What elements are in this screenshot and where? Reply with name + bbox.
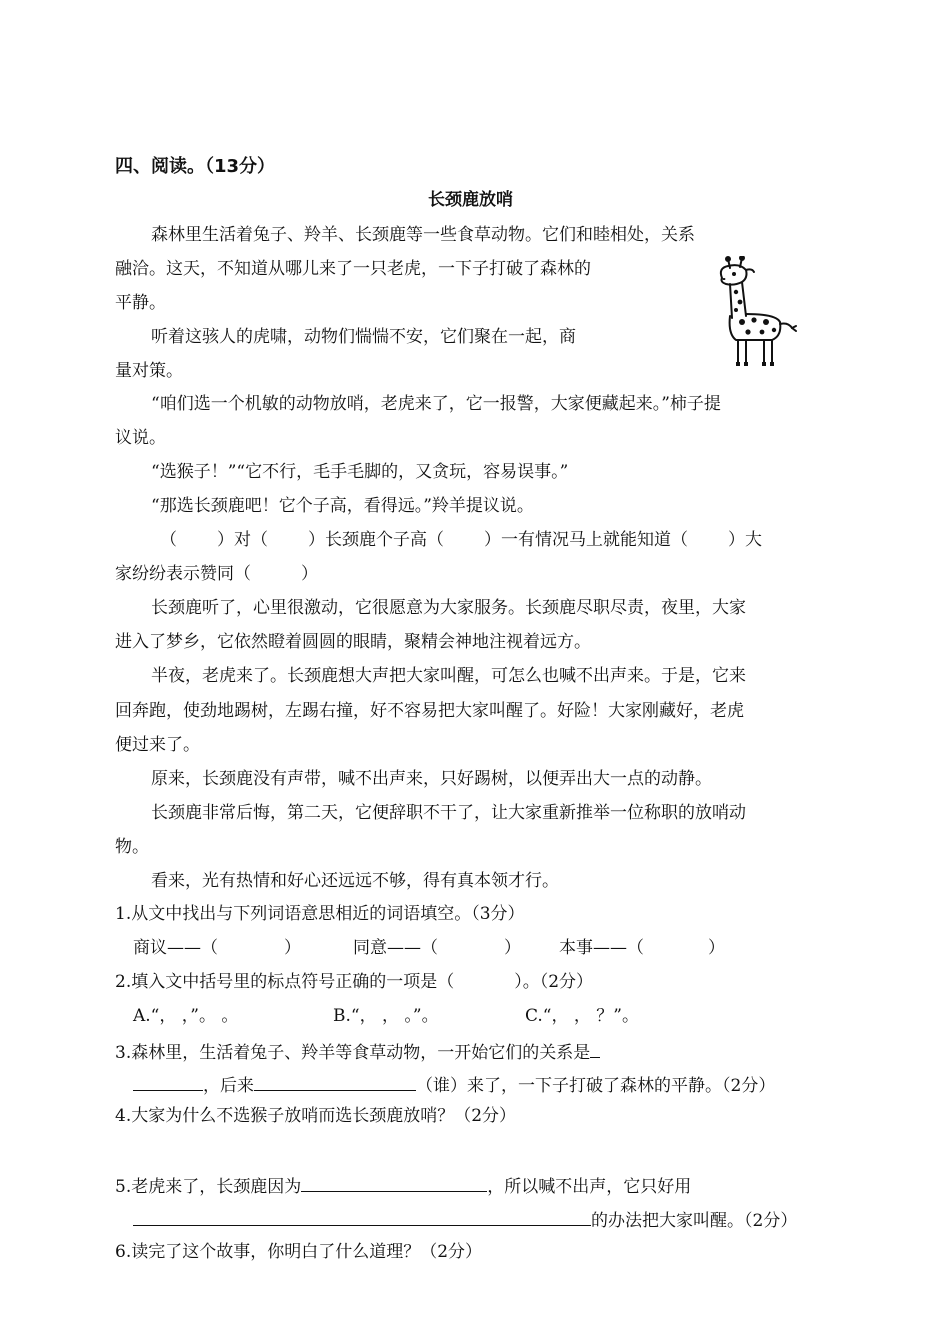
- q1-label-a: 商议——（: [133, 938, 218, 958]
- giraffe-illustration: [700, 256, 800, 372]
- q5-answer-blank-2[interactable]: [133, 1207, 591, 1226]
- q2-text-end: ）。（2分）: [514, 972, 594, 992]
- paren-segment-3: ）长颈鹿个子高（: [308, 530, 444, 550]
- q1-close-c: ）: [708, 938, 725, 958]
- paren-segment-7: ）: [301, 564, 318, 584]
- story-paragraph-6-line-1: [160, 529, 762, 551]
- q1-close-a: ）: [284, 938, 301, 958]
- section-score: （13分）: [205, 156, 276, 177]
- story-paragraph-6-line-2: [115, 563, 318, 585]
- q3-text: 3.森林里，生活着兔子、羚羊等食草动物，一开始它们的关系是: [115, 1043, 591, 1063]
- question-6: 6.读完了这个故事，你明白了什么道理？（2分）: [115, 1242, 483, 1262]
- question-3-line-1: [115, 1039, 600, 1064]
- paren-segment-1: （: [160, 530, 177, 550]
- story-paragraph-9: 原来，长颈鹿没有声带，喊不出声来，只好踢树，以便弄出大一点的动静。: [151, 769, 712, 789]
- q5-text-c: 的办法把大家叫醒。（2分）: [591, 1211, 798, 1231]
- question-2: [115, 971, 593, 993]
- story-paragraph-1-line-1: 森林里生活着兔子、羚羊、长颈鹿等一些食草动物。它们和睦相处，关系: [151, 225, 695, 245]
- q3-text-end: （谁）来了，一下子打破了森林的平静。（2分）: [416, 1076, 776, 1096]
- section-heading-text: 四、阅读。: [115, 156, 205, 177]
- story-paragraph-7-line-1: 长颈鹿听了，心里很激动，它很愿意为大家服务。长颈鹿尽职尽责，夜里，大家: [151, 598, 746, 618]
- story-paragraph-1-line-2: 融洽。这天，不知道从哪儿来了一只老虎，一下子打破了森林的: [115, 259, 591, 279]
- question-3-line-2: [133, 1072, 775, 1097]
- story-paragraph-10-line-2: 物。: [115, 837, 149, 857]
- story-paragraph-8-line-1: 半夜，老虎来了。长颈鹿想大声把大家叫醒，可怎么也喊不出声来。于是，它来: [151, 666, 746, 686]
- story-paragraph-4: “选猴子！”“它不行，毛手毛脚的，又贪玩，容易误事。”: [151, 462, 569, 482]
- q5-text-b: ，所以喊不出声，它只好用: [487, 1177, 692, 1197]
- paren-segment-2: ）对（: [217, 530, 268, 550]
- q2-text: 2.填入文中括号里的标点符号正确的一项是（: [115, 972, 455, 992]
- q3-answer-blank-1b[interactable]: [133, 1072, 203, 1091]
- story-paragraph-11: 看来，光有热情和好心还远远不够，得有真本领才行。: [151, 871, 559, 891]
- section-heading: [115, 156, 275, 178]
- story-paragraph-8-line-3: 便过来了。: [115, 735, 200, 755]
- story-paragraph-3-line-1: “咱们选一个机敏的动物放哨，老虎来了，它一报警，大家便藏起来。”柿子提: [151, 394, 721, 414]
- story-paragraph-2-line-1: 听着这骇人的虎啸，动物们惴惴不安，它们聚在一起，商: [151, 327, 576, 347]
- q3-answer-blank-1a[interactable]: [590, 1039, 600, 1058]
- story-paragraph-3-line-2: 议说。: [115, 428, 166, 448]
- q2-option-a[interactable]: A.“， ，”。 。: [133, 1006, 239, 1026]
- question-4: 4.大家为什么不选猴子放哨而选长颈鹿放哨？（2分）: [115, 1106, 517, 1126]
- story-paragraph-2-line-2: 量对策。: [115, 361, 183, 381]
- story-paragraph-5: “那选长颈鹿吧！它个子高，看得远。”羚羊提议说。: [151, 496, 534, 516]
- q3-answer-blank-2[interactable]: [254, 1072, 416, 1091]
- paren-segment-6: 家纷纷表示赞同（: [115, 564, 251, 584]
- question-1-answers: [133, 937, 725, 959]
- story-paragraph-10-line-1: 长颈鹿非常后悔，第二天，它便辞职不干了，让大家重新推举一位称职的放哨动: [151, 803, 746, 823]
- q1-close-b: ）: [504, 938, 521, 958]
- q1-label-c: 本事——（: [559, 938, 644, 958]
- paren-segment-5: ）大: [728, 530, 762, 550]
- story-paragraph-1-line-3: 平静。: [115, 293, 166, 313]
- q5-answer-blank-1[interactable]: [301, 1173, 487, 1192]
- question-1: 1.从文中找出与下列词语意思相近的词语填空。（3分）: [115, 904, 525, 924]
- paren-segment-4: ）一有情况马上就能知道（: [484, 530, 688, 550]
- q2-option-c[interactable]: C.“， ， ？”。: [525, 1006, 639, 1026]
- question-5-line-2: [133, 1207, 797, 1232]
- q2-option-b[interactable]: B.“， ， 。”。: [333, 1006, 439, 1026]
- story-paragraph-8-line-2: 回奔跑，使劲地踢树，左踢右撞，好不容易把大家叫醒了。好险！大家刚藏好，老虎: [115, 701, 744, 721]
- q5-text-a: 5.老虎来了，长颈鹿因为: [115, 1177, 302, 1197]
- q3-text-mid: ，后来: [203, 1076, 254, 1096]
- question-5-line-1: [115, 1173, 691, 1198]
- story-paragraph-7-line-2: 进入了梦乡，它依然瞪着圆圆的眼睛，聚精会神地注视着远方。: [115, 632, 591, 652]
- q1-label-b: 同意——（: [353, 938, 438, 958]
- story-title: 长颈鹿放哨: [428, 190, 513, 210]
